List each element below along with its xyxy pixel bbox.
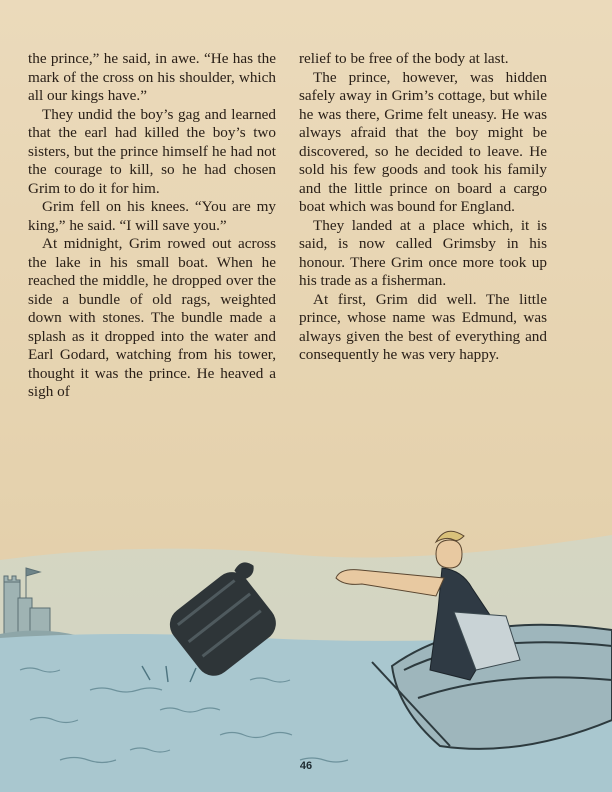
paragraph: Grim fell on his knees. “You are my king,” he said. “I will save you.” xyxy=(28,198,276,234)
paragraph: the prince,” he said, in awe. “He has the mark of the cross on his shoulder, which all our kings have.” xyxy=(28,50,276,104)
paragraph: They undid the boy’s gag and learned that the earl had killed the boy’s two sisters, but the prince himself he had not the courage to kill, so he had chosen Grim to do it for him. xyxy=(28,105,276,197)
paragraph: At first, Grim did well. The little prince, whose name was Edmund, was always given the best of everything and consequently he was very happy. xyxy=(299,290,547,363)
text-column-left xyxy=(28,50,276,402)
paragraph: At midnight, Grim rowed out across the lake in his small boat. When he reached the middle, he dropped over the side a bundle of old rags, weighted down with stones. The bundle made a splash as it dropped into the water and Earl Godard, watching from his tower, thought it was the prince. He heaved a sigh of xyxy=(28,235,276,400)
page-number: 46 xyxy=(299,760,313,772)
text-column-right xyxy=(299,50,547,365)
paragraph: relief to be free of the body at last. xyxy=(299,50,509,67)
lake-illustration xyxy=(0,520,612,792)
paragraph: The prince, however, was hidden safely away in Grim’s cottage, but while he was there, Grime felt uneasy. He was always afraid that the boy might be discovered, so he decided to leave. He sold his few goods and took his family and the little prince on board a cargo boat which was bound for England. xyxy=(299,68,547,215)
paragraph: They landed at a place which, it is said, is now called Grimsby in his honour. There Grim once more took up his trade as a fisherman. xyxy=(299,216,547,289)
